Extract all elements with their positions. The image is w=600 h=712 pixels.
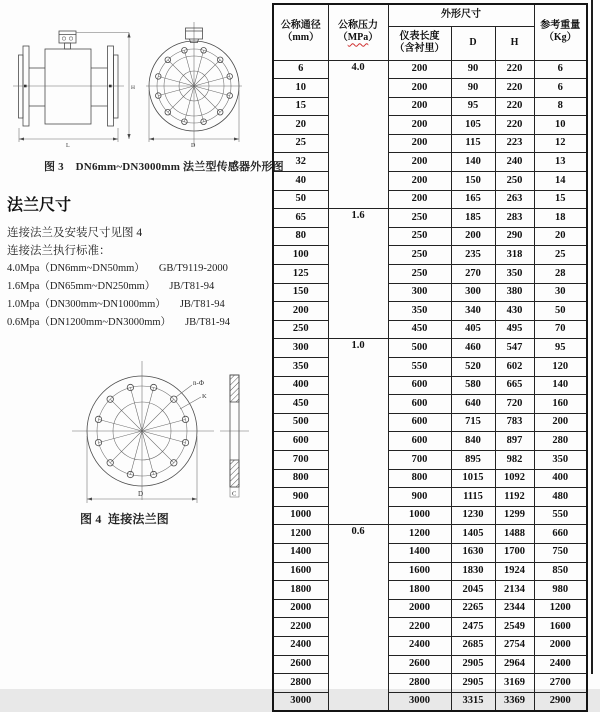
- table-cell: 280: [534, 432, 587, 451]
- table-cell: 2134: [495, 581, 534, 600]
- table-row: [273, 60, 587, 79]
- table-cell: 200: [388, 153, 451, 172]
- table-cell: 15: [273, 97, 328, 116]
- table-cell: 660: [534, 525, 587, 544]
- table-cell: 283: [495, 209, 534, 228]
- table-cell: 318: [495, 246, 534, 265]
- table-cell: 220: [495, 116, 534, 135]
- table-cell: 2964: [495, 655, 534, 674]
- table-cell: 3000: [388, 692, 451, 711]
- table-cell: 800: [388, 469, 451, 488]
- table-cell: 720: [495, 395, 534, 414]
- table-cell: 350: [495, 265, 534, 284]
- table-row: [273, 674, 587, 693]
- table-row: [273, 302, 587, 321]
- table-cell: 602: [495, 358, 534, 377]
- col-header-dn: [273, 4, 328, 60]
- table-cell: 250: [495, 172, 534, 191]
- table-cell: 2800: [388, 674, 451, 693]
- table-cell: 270: [451, 265, 495, 284]
- table-cell: 3169: [495, 674, 534, 693]
- table-cell: 200: [388, 116, 451, 135]
- table-cell: 140: [534, 376, 587, 395]
- table-cell: 340: [451, 302, 495, 321]
- table-cell: 2685: [451, 636, 495, 655]
- table-cell: 15: [534, 190, 587, 209]
- table-cell: 1000: [388, 506, 451, 525]
- standard-spec: 0.6Mpa（DN1200mm~DN3000mm）: [7, 317, 172, 328]
- col-header-weight-unit: （Kg）: [543, 32, 577, 44]
- flange-install-line: 连接法兰及安装尺寸见图 4: [7, 227, 143, 239]
- table-cell: 10: [534, 116, 587, 135]
- pressure-group-cell: 1.0: [328, 339, 388, 525]
- table-cell: 550: [388, 358, 451, 377]
- table-cell: 2000: [273, 599, 328, 618]
- table-cell: 900: [273, 488, 328, 507]
- table-row: [273, 599, 587, 618]
- table-row: [273, 450, 587, 469]
- table-row: [273, 190, 587, 209]
- pressure-group-cell: 4.0: [328, 60, 388, 209]
- table-cell: 263: [495, 190, 534, 209]
- col-header-length-line1: 仪表长度: [399, 30, 440, 42]
- table-cell: 20: [273, 116, 328, 135]
- table-cell: 200: [388, 79, 451, 98]
- dimensions-table: [272, 3, 588, 712]
- table-cell: 250: [388, 265, 451, 284]
- table-cell: 1600: [273, 562, 328, 581]
- table-cell: 6: [534, 60, 587, 79]
- table-cell: 95: [534, 339, 587, 358]
- table-cell: 3315: [451, 692, 495, 711]
- dim-label-n-phi: n-Φ: [193, 379, 204, 387]
- table-cell: 220: [495, 97, 534, 116]
- table-cell: 250: [273, 320, 328, 339]
- standard-spec: 1.0Mpa（DN300mm~DN1000mm）: [7, 299, 166, 310]
- table-cell: 1200: [388, 525, 451, 544]
- col-header-d: D: [451, 26, 495, 60]
- table-cell: 120: [534, 358, 587, 377]
- table-row: [273, 283, 587, 302]
- connection-flange-drawing: [52, 348, 262, 516]
- table-cell: 13: [534, 153, 587, 172]
- table-cell: 520: [451, 358, 495, 377]
- table-row: [273, 469, 587, 488]
- table-cell: 2045: [451, 581, 495, 600]
- table-cell: 2265: [451, 599, 495, 618]
- table-cell: 380: [495, 283, 534, 302]
- table-cell: 1400: [388, 543, 451, 562]
- table-row: [273, 543, 587, 562]
- col-header-pressure: [328, 4, 388, 60]
- table-cell: 50: [534, 302, 587, 321]
- standard-spec: 4.0Mpa（DN6mm~DN50mm）: [7, 263, 145, 274]
- table-row: [273, 79, 587, 98]
- table-cell: 6: [534, 79, 587, 98]
- table-row: [273, 116, 587, 135]
- table-cell: 450: [273, 395, 328, 414]
- table-cell: 235: [451, 246, 495, 265]
- table-cell: 160: [534, 395, 587, 414]
- table-cell: 200: [388, 97, 451, 116]
- flange-standard-item: [7, 260, 267, 278]
- col-header-dims-group: 外形尺寸: [388, 4, 534, 26]
- table-cell: 580: [451, 376, 495, 395]
- table-cell: 1015: [451, 469, 495, 488]
- table-cell: 290: [495, 227, 534, 246]
- col-header-dn-title: 公称通径: [280, 19, 321, 31]
- col-header-length-line2: （含衬里）: [394, 43, 445, 54]
- table-cell: 90: [451, 60, 495, 79]
- table-cell: 8: [534, 97, 587, 116]
- table-cell: 28: [534, 265, 587, 284]
- table-row: [273, 525, 587, 544]
- table-cell: 18: [534, 209, 587, 228]
- table-row: [273, 488, 587, 507]
- table-cell: 10: [273, 79, 328, 98]
- table-cell: 715: [451, 413, 495, 432]
- table-cell: 500: [273, 413, 328, 432]
- table-cell: 405: [451, 320, 495, 339]
- table-cell: 25: [273, 134, 328, 153]
- table-row: [273, 358, 587, 377]
- table-cell: 850: [534, 562, 587, 581]
- table-cell: 982: [495, 450, 534, 469]
- table-cell: 200: [451, 227, 495, 246]
- table-cell: 547: [495, 339, 534, 358]
- table-cell: 25: [534, 246, 587, 265]
- table-row: [273, 581, 587, 600]
- table-cell: 50: [273, 190, 328, 209]
- table-cell: 2905: [451, 674, 495, 693]
- table-cell: 200: [273, 302, 328, 321]
- table-cell: 2600: [273, 655, 328, 674]
- table-cell: 1405: [451, 525, 495, 544]
- table-cell: 2600: [388, 655, 451, 674]
- sensor-side-view: [13, 31, 135, 149]
- table-cell: 200: [388, 60, 451, 79]
- table-cell: 1192: [495, 488, 534, 507]
- sensor-outline-drawing: [2, 18, 267, 160]
- table-cell: 1830: [451, 562, 495, 581]
- table-cell: 2000: [388, 599, 451, 618]
- dim-label-d-flange: D: [138, 490, 144, 498]
- table-cell: 350: [388, 302, 451, 321]
- table-cell: 165: [451, 190, 495, 209]
- table-cell: 2344: [495, 599, 534, 618]
- table-cell: 1000: [273, 506, 328, 525]
- table-cell: 1800: [388, 581, 451, 600]
- table-cell: 250: [388, 246, 451, 265]
- col-header-pressure-title: 公称压力: [338, 19, 378, 31]
- table-row: [273, 618, 587, 637]
- col-header-pressure-unit: （MPa）: [337, 32, 379, 44]
- table-cell: 220: [495, 60, 534, 79]
- table-cell: 495: [495, 320, 534, 339]
- table-cell: 1488: [495, 525, 534, 544]
- col-header-dn-unit: （mm）: [282, 32, 320, 44]
- flange-standard-item: [7, 314, 267, 332]
- col-header-length: [388, 26, 451, 60]
- table-cell: 500: [388, 339, 451, 358]
- table-cell: 100: [273, 246, 328, 265]
- table-cell: 300: [388, 283, 451, 302]
- table-cell: 980: [534, 581, 587, 600]
- table-cell: 600: [388, 395, 451, 414]
- dim-label-k: K: [202, 393, 207, 400]
- table-row: [273, 320, 587, 339]
- flange-face-view: [72, 361, 214, 503]
- flange-standard-line: 连接法兰执行标准：: [7, 245, 111, 257]
- table-cell: 115: [451, 134, 495, 153]
- table-row: [273, 376, 587, 395]
- table-cell: 250: [388, 227, 451, 246]
- table-cell: 2475: [451, 618, 495, 637]
- table-cell: 14: [534, 172, 587, 191]
- table-cell: 1700: [495, 543, 534, 562]
- table-cell: 1200: [534, 599, 587, 618]
- table-row: [273, 506, 587, 525]
- table-cell: 90: [451, 79, 495, 98]
- table-cell: 150: [273, 283, 328, 302]
- table-cell: 900: [388, 488, 451, 507]
- table-cell: 1600: [534, 618, 587, 637]
- col-header-h: H: [495, 26, 534, 60]
- table-cell: 1600: [388, 562, 451, 581]
- table-row: [273, 265, 587, 284]
- table-cell: 800: [273, 469, 328, 488]
- table-cell: 1092: [495, 469, 534, 488]
- table-row: [273, 209, 587, 228]
- table-cell: 750: [534, 543, 587, 562]
- table-cell: 1115: [451, 488, 495, 507]
- table-cell: 223: [495, 134, 534, 153]
- table-cell: 20: [534, 227, 587, 246]
- standard-code: JB/T81-94: [185, 317, 230, 328]
- table-cell: 2905: [451, 655, 495, 674]
- flange-section-heading: 法兰尺寸: [7, 197, 72, 214]
- table-row: [273, 413, 587, 432]
- table-cell: 200: [388, 190, 451, 209]
- table-row: [273, 562, 587, 581]
- pressure-group-cell: 1.6: [328, 209, 388, 339]
- table-cell: 32: [273, 153, 328, 172]
- table-cell: 700: [388, 450, 451, 469]
- table-cell: 2549: [495, 618, 534, 637]
- standard-spec: 1.6Mpa（DN65mm~DN250mm）: [7, 281, 156, 292]
- dim-label-l: L: [66, 143, 70, 149]
- table-row: [273, 395, 587, 414]
- table-cell: 3000: [273, 692, 328, 711]
- table-cell: 6: [273, 60, 328, 79]
- table-cell: 2700: [534, 674, 587, 693]
- table-cell: 30: [534, 283, 587, 302]
- table-cell: 1299: [495, 506, 534, 525]
- flange-standard-item: [7, 278, 267, 296]
- table-cell: 400: [273, 376, 328, 395]
- table-cell: 600: [273, 432, 328, 451]
- table-cell: 430: [495, 302, 534, 321]
- table-cell: 65: [273, 209, 328, 228]
- table-cell: 300: [273, 339, 328, 358]
- table-cell: 2400: [534, 655, 587, 674]
- table-cell: 1230: [451, 506, 495, 525]
- table-cell: 350: [534, 450, 587, 469]
- table-row: [273, 636, 587, 655]
- figure3-caption: 图 3 DN6mm~DN3000mm 法兰型传感器外形图: [44, 161, 284, 173]
- table-cell: 1400: [273, 543, 328, 562]
- table-cell: 95: [451, 97, 495, 116]
- table-cell: 3369: [495, 692, 534, 711]
- table-cell: 665: [495, 376, 534, 395]
- table-cell: 600: [388, 432, 451, 451]
- table-cell: 125: [273, 265, 328, 284]
- table-row: [273, 134, 587, 153]
- table-cell: 350: [273, 358, 328, 377]
- table-cell: 2200: [273, 618, 328, 637]
- col-header-weight: [534, 4, 587, 60]
- table-cell: 1200: [273, 525, 328, 544]
- table-cell: 40: [273, 172, 328, 191]
- table-cell: 400: [534, 469, 587, 488]
- flange-standard-item: [7, 296, 267, 314]
- flange-standards-list: [7, 260, 267, 332]
- table-cell: 550: [534, 506, 587, 525]
- table-cell: 450: [388, 320, 451, 339]
- table-row: [273, 246, 587, 265]
- table-cell: 460: [451, 339, 495, 358]
- table-cell: 220: [495, 79, 534, 98]
- table-row: [273, 153, 587, 172]
- page-edge-line: [591, 0, 593, 674]
- table-cell: 640: [451, 395, 495, 414]
- table-cell: 300: [451, 283, 495, 302]
- table-cell: 140: [451, 153, 495, 172]
- table-cell: 105: [451, 116, 495, 135]
- table-cell: 2200: [388, 618, 451, 637]
- table-row: [273, 339, 587, 358]
- dim-label-h: H: [131, 85, 135, 91]
- table-cell: 2800: [273, 674, 328, 693]
- table-cell: 2400: [273, 636, 328, 655]
- col-header-weight-title: 参考重量: [540, 19, 581, 31]
- figure4-caption: 图 4 连接法兰图: [80, 512, 170, 526]
- standard-code: JB/T81-94: [179, 299, 225, 310]
- table-cell: 1800: [273, 581, 328, 600]
- table-cell: 840: [451, 432, 495, 451]
- table-cell: 200: [388, 134, 451, 153]
- table-row: [273, 227, 587, 246]
- table-cell: 1630: [451, 543, 495, 562]
- table-cell: 200: [388, 172, 451, 191]
- table-cell: 2900: [534, 692, 587, 711]
- table-cell: 12: [534, 134, 587, 153]
- table-cell: 783: [495, 413, 534, 432]
- table-cell: 700: [273, 450, 328, 469]
- table-cell: 600: [388, 376, 451, 395]
- table-cell: 2000: [534, 636, 587, 655]
- table-cell: 250: [388, 209, 451, 228]
- table-cell: 200: [534, 413, 587, 432]
- sensor-front-view: [146, 22, 242, 149]
- pressure-group-cell: 0.6: [328, 525, 388, 711]
- table-cell: 150: [451, 172, 495, 191]
- table-row: [273, 97, 587, 116]
- table-cell: 600: [388, 413, 451, 432]
- table-cell: 70: [534, 320, 587, 339]
- table-row: [273, 692, 587, 711]
- table-cell: 240: [495, 153, 534, 172]
- flange-section-view: [220, 375, 249, 498]
- table-cell: 897: [495, 432, 534, 451]
- table-cell: 480: [534, 488, 587, 507]
- standard-code: GB/T9119-2000: [158, 263, 228, 274]
- table-cell: 2754: [495, 636, 534, 655]
- table-row: [273, 432, 587, 451]
- table-row: [273, 655, 587, 674]
- dim-label-c: C: [232, 490, 237, 498]
- table-cell: 895: [451, 450, 495, 469]
- table-row: [273, 172, 587, 191]
- standard-code: JB/T81-94: [169, 281, 215, 292]
- dimensions-table-wrap: [272, 3, 588, 712]
- dim-label-d-front: D: [191, 143, 196, 149]
- table-cell: 1924: [495, 562, 534, 581]
- table-cell: 185: [451, 209, 495, 228]
- table-cell: 80: [273, 227, 328, 246]
- table-cell: 2400: [388, 636, 451, 655]
